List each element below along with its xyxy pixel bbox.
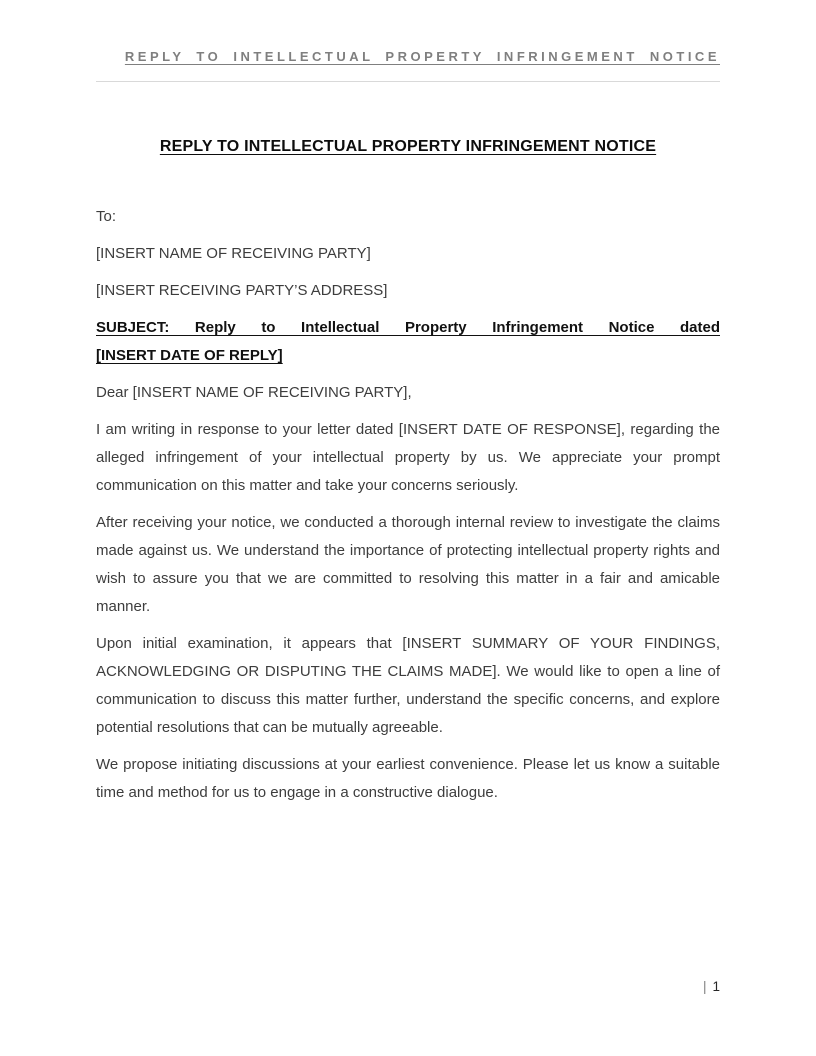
header-rule [96, 81, 720, 82]
page-number: 1 [712, 979, 720, 994]
body-paragraph: We propose initiating discussions at your earliest convenience. Please let us know a suitable time and method for us to engage in a constructive dialogue. [96, 756, 720, 801]
document-title [96, 138, 720, 156]
body-paragraph: After receiving your notice, we conducted a thorough internal review to investigate the claims made against us. We understand the importance of protecting intellectual property rights and wish to assure you that we are committed to resolving this matter in a fair and amicable manner. [96, 514, 720, 615]
running-header-title: REPLY TO INTELLECTUAL PROPERTY INFRINGEMENT NOTICE [124, 49, 720, 64]
recipient-address-placeholder: [INSERT RECEIVING PARTY’S ADDRESS] [96, 282, 388, 299]
footer-separator: | [702, 979, 707, 994]
recipient-name-placeholder: [INSERT NAME OF RECEIVING PARTY] [96, 245, 371, 262]
to-label: To: [96, 208, 117, 225]
salutation: Dear [INSERT NAME OF RECEIVING PARTY], [96, 384, 412, 401]
page-header [96, 48, 720, 65]
subject-line-2: [INSERT DATE OF REPLY] [96, 347, 283, 364]
body-paragraph: I am writing in response to your letter dated [INSERT DATE OF RESPONSE], regarding the alleged infringement of your intellectual property by us. We appreciate your prompt communication on this matter and take your concerns seriously. [96, 421, 720, 494]
letter-body [96, 203, 720, 807]
subject-line-1: SUBJECT: Reply to Intellectual Property Infringement Notice dated [96, 319, 720, 336]
document-title-text: REPLY TO INTELLECTUAL PROPERTY INFRINGEMENT NOTICE [159, 138, 657, 155]
body-paragraph: Upon initial examination, it appears that [INSERT SUMMARY OF YOUR FINDINGS, ACKNOWLEDGING OR DISPUTING THE CLAIMS MADE]. We would like to open a line of communication to discuss this matter further, understand the specific concerns, and explore potential resolutions that can be mutually agreeable. [96, 635, 720, 736]
page-footer [703, 979, 720, 994]
subject-line [96, 314, 720, 370]
